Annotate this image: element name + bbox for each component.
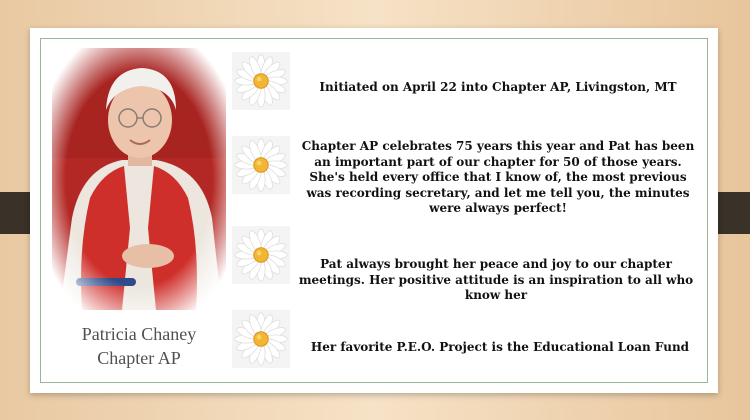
daisy-icon: [232, 310, 290, 368]
info-item-attitude: Pat always brought her peace and joy to our chapter meetings. Her positive attitude is an inspiration to all who know her: [298, 257, 694, 302]
tribute-card: [30, 28, 718, 393]
member-name: Patricia Chaney: [81, 324, 197, 344]
daisy-icon: [232, 226, 290, 284]
info-item-initiated: Initiated on April 22 into Chapter AP, Livingston, MT: [319, 80, 677, 94]
info-item-anniversary: Chapter AP celebrates 75 years this year and Pat has been an important part of our chapter for 50 of those years. She's held every office that I know of, the most previous was recording secretary, and let me tell you, the minutes were always perfect!: [301, 139, 695, 215]
portrait-caption: [52, 322, 226, 370]
daisy-icon: [232, 136, 290, 194]
info-item-favorite-project: Her favorite P.E.O. Project is the Educational Loan Fund: [310, 340, 690, 354]
daisy-icon: [232, 52, 290, 110]
portrait-illustration: [52, 48, 226, 310]
member-chapter: Chapter AP: [97, 348, 181, 368]
portrait-photo: [52, 48, 226, 310]
